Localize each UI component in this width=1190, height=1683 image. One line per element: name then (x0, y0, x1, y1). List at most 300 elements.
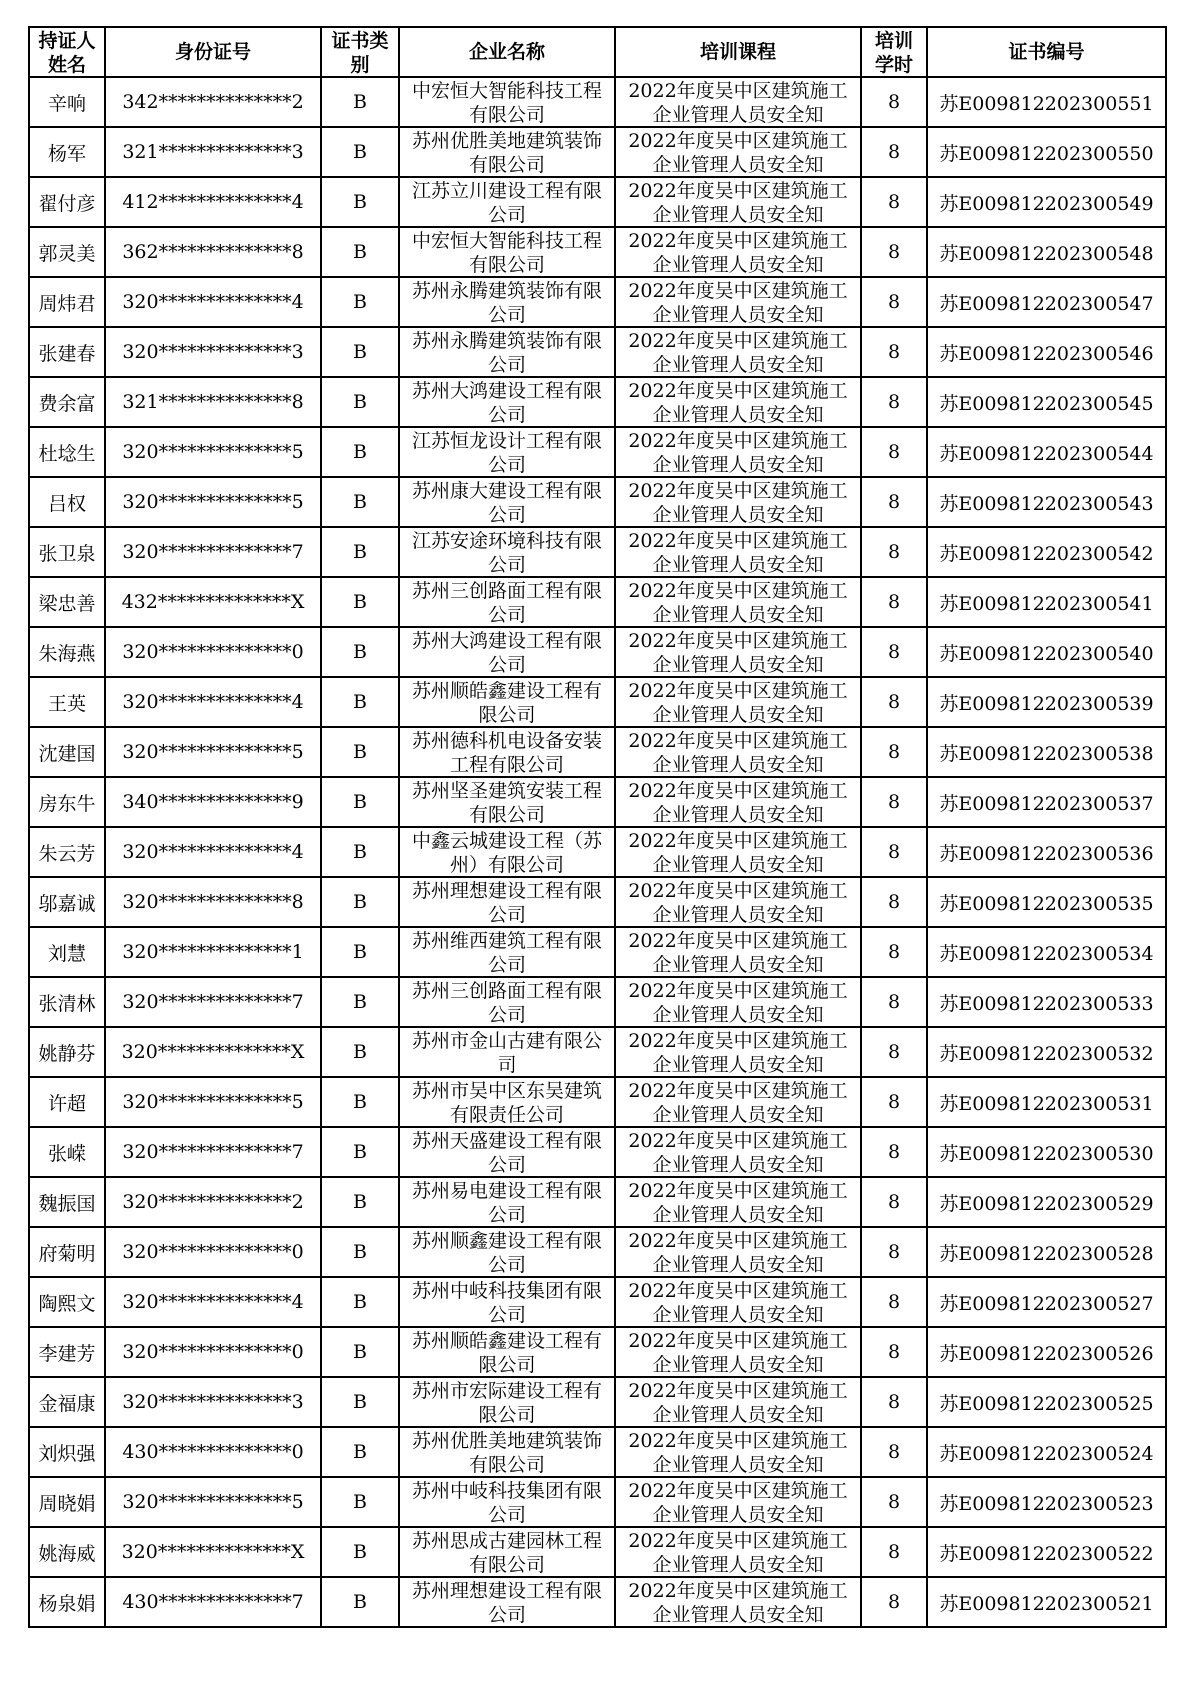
cell-company-name (399, 1027, 615, 1077)
cell-holder-name: 姚海威 (29, 1527, 105, 1577)
cell-company-name (399, 1077, 615, 1127)
cell-company-name-text: 苏州坚圣建筑安装工程有限公司 (411, 780, 602, 825)
cell-holder-name: 辛响 (29, 77, 105, 127)
cell-cert-number: 苏E009812202300536 (927, 827, 1166, 877)
cell-cert-number: 苏E009812202300530 (927, 1127, 1166, 1177)
cell-cert-type: B (321, 1477, 399, 1527)
cell-id-number: 412**************4 (105, 177, 321, 227)
cell-training-hours: 8 (861, 1227, 927, 1277)
cell-training-course (615, 777, 861, 827)
cell-cert-number: 苏E009812202300543 (927, 477, 1166, 527)
table-row (29, 777, 1166, 827)
cell-cert-number: 苏E009812202300547 (927, 277, 1166, 327)
cell-holder-name: 姚静芬 (29, 1027, 105, 1077)
cell-holder-name: 费余富 (29, 377, 105, 427)
cell-cert-type: B (321, 1177, 399, 1227)
cell-training-course-text: 2022年度吴中区建筑施工企业管理人员安全知 (628, 1480, 848, 1525)
cell-training-course (615, 1377, 861, 1427)
cell-holder-name: 翟付彦 (29, 177, 105, 227)
cell-cert-type: B (321, 977, 399, 1027)
cell-training-course-text: 2022年度吴中区建筑施工企业管理人员安全知 (628, 1230, 848, 1275)
cell-training-hours: 8 (861, 327, 927, 377)
table-row (29, 1227, 1166, 1277)
cell-training-course-text: 2022年度吴中区建筑施工企业管理人员安全知 (628, 1530, 848, 1575)
cell-cert-type: B (321, 1127, 399, 1177)
cell-training-course-text: 2022年度吴中区建筑施工企业管理人员安全知 (628, 1280, 848, 1325)
cell-company-name-text: 苏州三创路面工程有限公司 (411, 980, 602, 1025)
cell-training-hours: 8 (861, 127, 927, 177)
cell-training-course-text: 2022年度吴中区建筑施工企业管理人员安全知 (628, 1330, 848, 1375)
cell-cert-type: B (321, 1577, 399, 1627)
cell-holder-name: 刘慧 (29, 927, 105, 977)
cell-id-number: 430**************7 (105, 1577, 321, 1627)
cell-training-hours: 8 (861, 727, 927, 777)
cell-holder-name: 杨泉娟 (29, 1577, 105, 1627)
cell-training-course-text: 2022年度吴中区建筑施工企业管理人员安全知 (628, 330, 848, 375)
cell-company-name-text: 苏州维西建筑工程有限公司 (411, 930, 602, 975)
cell-training-course-text: 2022年度吴中区建筑施工企业管理人员安全知 (628, 1080, 848, 1125)
cell-cert-type: B (321, 1427, 399, 1477)
cell-holder-name: 张建春 (29, 327, 105, 377)
cell-company-name (399, 927, 615, 977)
cell-company-name (399, 277, 615, 327)
cell-company-name-text: 苏州思成古建园林工程有限公司 (411, 1530, 602, 1575)
cell-holder-name: 张嵘 (29, 1127, 105, 1177)
cell-id-number: 320**************4 (105, 677, 321, 727)
table-row (29, 1027, 1166, 1077)
cell-company-name-text: 苏州理想建设工程有限公司 (411, 880, 602, 925)
cell-holder-name: 府菊明 (29, 1227, 105, 1277)
cell-training-course-text: 2022年度吴中区建筑施工企业管理人员安全知 (628, 880, 848, 925)
cell-training-course (615, 227, 861, 277)
cell-cert-number: 苏E009812202300534 (927, 927, 1166, 977)
cell-cert-number: 苏E009812202300545 (927, 377, 1166, 427)
cell-cert-number: 苏E009812202300541 (927, 577, 1166, 627)
cell-cert-number: 苏E009812202300531 (927, 1077, 1166, 1127)
cell-id-number: 320**************0 (105, 1327, 321, 1377)
table-row (29, 477, 1166, 527)
cell-training-course-text: 2022年度吴中区建筑施工企业管理人员安全知 (628, 530, 848, 575)
cell-training-course (615, 477, 861, 527)
table-row (29, 827, 1166, 877)
cell-training-course (615, 1477, 861, 1527)
cell-cert-type: B (321, 1277, 399, 1327)
cell-company-name (399, 1427, 615, 1477)
cell-cert-type: B (321, 727, 399, 777)
table-row (29, 877, 1166, 927)
cell-company-name-text: 苏州康大建设工程有限公司 (411, 480, 602, 525)
cell-cert-type: B (321, 577, 399, 627)
cell-cert-number: 苏E009812202300535 (927, 877, 1166, 927)
cell-company-name (399, 1577, 615, 1627)
cell-holder-name: 许超 (29, 1077, 105, 1127)
cell-training-course (615, 1577, 861, 1627)
cell-id-number: 320**************0 (105, 1227, 321, 1277)
cell-company-name-text: 苏州德科机电设备安装工程有限公司 (411, 730, 602, 775)
cell-training-hours: 8 (861, 377, 927, 427)
cell-holder-name: 房东牛 (29, 777, 105, 827)
cell-cert-number: 苏E009812202300526 (927, 1327, 1166, 1377)
cell-id-number: 432**************X (105, 577, 321, 627)
cell-id-number: 320**************5 (105, 727, 321, 777)
cell-company-name (399, 1177, 615, 1227)
cell-company-name (399, 377, 615, 427)
table-row (29, 677, 1166, 727)
cell-company-name (399, 827, 615, 877)
cell-cert-number: 苏E009812202300550 (927, 127, 1166, 177)
cell-cert-type: B (321, 1327, 399, 1377)
cell-training-course (615, 177, 861, 227)
cell-training-hours: 8 (861, 827, 927, 877)
table-row (29, 1327, 1166, 1377)
cell-training-course-text: 2022年度吴中区建筑施工企业管理人员安全知 (628, 980, 848, 1025)
cell-cert-type: B (321, 1077, 399, 1127)
header-cert-type: 证书类别 (321, 27, 399, 77)
cell-training-course-text: 2022年度吴中区建筑施工企业管理人员安全知 (628, 1580, 848, 1625)
cell-training-course (615, 577, 861, 627)
cell-training-course-text: 2022年度吴中区建筑施工企业管理人员安全知 (628, 930, 848, 975)
cell-id-number: 320**************X (105, 1027, 321, 1077)
cell-cert-type: B (321, 627, 399, 677)
cell-company-name-text: 苏州顺皓鑫建设工程有限公司 (411, 680, 602, 725)
cell-training-course (615, 677, 861, 727)
cell-training-course (615, 327, 861, 377)
cell-holder-name: 杜埝生 (29, 427, 105, 477)
cell-training-course (615, 927, 861, 977)
cell-cert-number: 苏E009812202300523 (927, 1477, 1166, 1527)
table-row (29, 277, 1166, 327)
cell-training-course (615, 827, 861, 877)
cell-cert-type: B (321, 127, 399, 177)
cell-training-hours: 8 (861, 1377, 927, 1427)
cell-company-name-text: 苏州易电建设工程有限公司 (411, 1180, 602, 1225)
cell-company-name (399, 1527, 615, 1577)
cell-company-name (399, 877, 615, 927)
cell-training-hours: 8 (861, 1277, 927, 1327)
cell-id-number: 320**************X (105, 1527, 321, 1577)
cell-company-name-text: 江苏安途环境科技有限公司 (411, 530, 602, 575)
cell-company-name (399, 727, 615, 777)
cell-id-number: 320**************5 (105, 1077, 321, 1127)
cell-training-hours: 8 (861, 627, 927, 677)
cell-training-course-text: 2022年度吴中区建筑施工企业管理人员安全知 (628, 80, 848, 125)
cell-training-course-text: 2022年度吴中区建筑施工企业管理人员安全知 (628, 630, 848, 675)
cell-holder-name: 陶熙文 (29, 1277, 105, 1327)
cell-training-hours: 8 (861, 527, 927, 577)
cell-training-course (615, 127, 861, 177)
cell-company-name-text: 苏州市吴中区东吴建筑有限责任公司 (411, 1080, 602, 1125)
cell-training-hours: 8 (861, 227, 927, 277)
cell-cert-type: B (321, 177, 399, 227)
cell-training-course-text: 2022年度吴中区建筑施工企业管理人员安全知 (628, 1380, 848, 1425)
table-row (29, 1277, 1166, 1327)
cell-id-number: 320**************7 (105, 527, 321, 577)
cell-training-course-text: 2022年度吴中区建筑施工企业管理人员安全知 (628, 180, 848, 225)
cell-company-name-text: 苏州中岐科技集团有限公司 (411, 1480, 602, 1525)
table-row (29, 1577, 1166, 1627)
cell-cert-type: B (321, 777, 399, 827)
cell-cert-number: 苏E009812202300548 (927, 227, 1166, 277)
cell-cert-type: B (321, 227, 399, 277)
cell-id-number: 320**************4 (105, 1277, 321, 1327)
cell-cert-number: 苏E009812202300525 (927, 1377, 1166, 1427)
cell-training-course (615, 1227, 861, 1277)
table-row (29, 627, 1166, 677)
cell-id-number: 321**************3 (105, 127, 321, 177)
cell-training-course-text: 2022年度吴中区建筑施工企业管理人员安全知 (628, 1180, 848, 1225)
cell-cert-type: B (321, 1527, 399, 1577)
cell-holder-name: 沈建国 (29, 727, 105, 777)
cell-cert-number: 苏E009812202300529 (927, 1177, 1166, 1227)
cell-cert-number: 苏E009812202300546 (927, 327, 1166, 377)
cell-cert-number: 苏E009812202300524 (927, 1427, 1166, 1477)
cell-training-course (615, 427, 861, 477)
cell-id-number: 320**************4 (105, 827, 321, 877)
cell-company-name-text: 苏州理想建设工程有限公司 (411, 1580, 602, 1625)
cell-holder-name: 魏振国 (29, 1177, 105, 1227)
table-row (29, 127, 1166, 177)
cell-company-name (399, 1477, 615, 1527)
cell-cert-type: B (321, 377, 399, 427)
cell-cert-number: 苏E009812202300538 (927, 727, 1166, 777)
table-row (29, 377, 1166, 427)
cell-cert-number: 苏E009812202300544 (927, 427, 1166, 477)
cell-training-course (615, 277, 861, 327)
cell-holder-name: 杨军 (29, 127, 105, 177)
table-row (29, 727, 1166, 777)
cell-training-hours: 8 (861, 277, 927, 327)
cell-id-number: 342**************2 (105, 77, 321, 127)
cell-id-number: 362**************8 (105, 227, 321, 277)
table-row (29, 177, 1166, 227)
cell-cert-type: B (321, 927, 399, 977)
cell-company-name-text: 苏州中岐科技集团有限公司 (411, 1280, 602, 1325)
cell-cert-number: 苏E009812202300542 (927, 527, 1166, 577)
cell-id-number: 320**************3 (105, 327, 321, 377)
cell-training-hours: 8 (861, 1427, 927, 1477)
cell-cert-type: B (321, 527, 399, 577)
table-row (29, 427, 1166, 477)
cell-training-course (615, 1177, 861, 1227)
table-row (29, 1177, 1166, 1227)
cell-id-number: 321**************8 (105, 377, 321, 427)
table-row (29, 577, 1166, 627)
cell-company-name (399, 427, 615, 477)
cell-training-hours: 8 (861, 1077, 927, 1127)
cell-company-name (399, 1227, 615, 1277)
cell-holder-name: 郭灵美 (29, 227, 105, 277)
cell-training-hours: 8 (861, 1577, 927, 1627)
cell-training-course-text: 2022年度吴中区建筑施工企业管理人员安全知 (628, 780, 848, 825)
header-holder-name: 持证人姓名 (29, 27, 105, 77)
cell-cert-type: B (321, 1027, 399, 1077)
cell-company-name-text: 苏州市宏际建设工程有限公司 (411, 1380, 602, 1425)
cell-company-name (399, 577, 615, 627)
cell-training-hours: 8 (861, 677, 927, 727)
cell-company-name-text: 苏州优胜美地建筑装饰有限公司 (411, 1430, 602, 1475)
cell-id-number: 320**************0 (105, 627, 321, 677)
table-header-row (29, 27, 1166, 77)
cell-training-hours: 8 (861, 777, 927, 827)
header-cert-number: 证书编号 (927, 27, 1166, 77)
cell-training-course (615, 1127, 861, 1177)
cell-id-number: 320**************5 (105, 1477, 321, 1527)
table-row (29, 1527, 1166, 1577)
header-training-hours: 培训学时 (861, 27, 927, 77)
cell-holder-name: 梁忠善 (29, 577, 105, 627)
cell-training-course-text: 2022年度吴中区建筑施工企业管理人员安全知 (628, 680, 848, 725)
cell-training-course (615, 877, 861, 927)
cell-training-course (615, 1077, 861, 1127)
table-row (29, 527, 1166, 577)
cell-id-number: 320**************7 (105, 977, 321, 1027)
cell-training-course (615, 77, 861, 127)
certificate-roster-table (28, 26, 1167, 1628)
cell-company-name-text: 江苏立川建设工程有限公司 (411, 180, 602, 225)
cell-company-name-text: 中宏恒大智能科技工程有限公司 (411, 230, 602, 275)
cell-training-course (615, 977, 861, 1027)
cell-cert-type: B (321, 677, 399, 727)
cell-cert-type: B (321, 277, 399, 327)
cell-cert-number: 苏E009812202300532 (927, 1027, 1166, 1077)
cell-company-name (399, 627, 615, 677)
cell-training-hours: 8 (861, 927, 927, 977)
cell-id-number: 320**************3 (105, 1377, 321, 1427)
cell-training-course (615, 1277, 861, 1327)
table-row (29, 1477, 1166, 1527)
cell-training-hours: 8 (861, 427, 927, 477)
cell-company-name-text: 苏州永腾建筑装饰有限公司 (411, 280, 602, 325)
cell-training-hours: 8 (861, 477, 927, 527)
cell-id-number: 320**************2 (105, 1177, 321, 1227)
cell-id-number: 320**************5 (105, 427, 321, 477)
cell-cert-type: B (321, 1377, 399, 1427)
cell-company-name-text: 苏州顺鑫建设工程有限公司 (411, 1230, 602, 1275)
cell-cert-type: B (321, 827, 399, 877)
cell-company-name-text: 苏州市金山古建有限公司 (411, 1030, 602, 1075)
cell-training-hours: 8 (861, 577, 927, 627)
cell-training-course (615, 1027, 861, 1077)
cell-company-name-text: 苏州三创路面工程有限公司 (411, 580, 602, 625)
cell-training-hours: 8 (861, 1477, 927, 1527)
cell-holder-name: 吕权 (29, 477, 105, 527)
cell-company-name (399, 177, 615, 227)
cell-company-name (399, 127, 615, 177)
cell-training-course (615, 1327, 861, 1377)
cell-training-hours: 8 (861, 1177, 927, 1227)
cell-company-name-text: 苏州优胜美地建筑装饰有限公司 (411, 130, 602, 175)
cell-holder-name: 周炜君 (29, 277, 105, 327)
cell-company-name-text: 苏州顺皓鑫建设工程有限公司 (411, 1330, 602, 1375)
cell-holder-name: 王英 (29, 677, 105, 727)
cell-training-course (615, 1427, 861, 1477)
cell-id-number: 320**************8 (105, 877, 321, 927)
cell-holder-name: 金福康 (29, 1377, 105, 1427)
cell-id-number: 430**************0 (105, 1427, 321, 1477)
cell-holder-name: 刘炽强 (29, 1427, 105, 1477)
cell-training-course-text: 2022年度吴中区建筑施工企业管理人员安全知 (628, 1030, 848, 1075)
cell-id-number: 320**************7 (105, 1127, 321, 1177)
cell-company-name-text: 苏州天盛建设工程有限公司 (411, 1130, 602, 1175)
cell-cert-type: B (321, 1227, 399, 1277)
table-row (29, 927, 1166, 977)
cell-holder-name: 张清林 (29, 977, 105, 1027)
cell-training-course-text: 2022年度吴中区建筑施工企业管理人员安全知 (628, 1430, 848, 1475)
table-row (29, 327, 1166, 377)
cell-training-course-text: 2022年度吴中区建筑施工企业管理人员安全知 (628, 280, 848, 325)
cell-company-name (399, 1327, 615, 1377)
cell-cert-type: B (321, 327, 399, 377)
cell-cert-number: 苏E009812202300528 (927, 1227, 1166, 1277)
cell-id-number: 320**************5 (105, 477, 321, 527)
cell-cert-type: B (321, 877, 399, 927)
cell-training-hours: 8 (861, 1327, 927, 1377)
cell-cert-number: 苏E009812202300539 (927, 677, 1166, 727)
header-company-name: 企业名称 (399, 27, 615, 77)
table-row (29, 1377, 1166, 1427)
cell-id-number: 340**************9 (105, 777, 321, 827)
cell-training-hours: 8 (861, 977, 927, 1027)
cell-holder-name: 朱海燕 (29, 627, 105, 677)
cell-training-hours: 8 (861, 877, 927, 927)
cell-training-course-text: 2022年度吴中区建筑施工企业管理人员安全知 (628, 580, 848, 625)
cell-training-course (615, 627, 861, 677)
cell-company-name (399, 1377, 615, 1427)
cell-company-name (399, 327, 615, 377)
cell-company-name (399, 477, 615, 527)
cell-company-name (399, 1277, 615, 1327)
cell-company-name (399, 677, 615, 727)
table-row (29, 1077, 1166, 1127)
cell-training-course-text: 2022年度吴中区建筑施工企业管理人员安全知 (628, 230, 848, 275)
cell-cert-type: B (321, 477, 399, 527)
cell-training-course (615, 1527, 861, 1577)
cell-training-course-text: 2022年度吴中区建筑施工企业管理人员安全知 (628, 380, 848, 425)
cell-training-hours: 8 (861, 77, 927, 127)
cell-holder-name: 李建芳 (29, 1327, 105, 1377)
cell-training-course (615, 727, 861, 777)
cell-id-number: 320**************1 (105, 927, 321, 977)
cell-company-name-text: 江苏恒龙设计工程有限公司 (411, 430, 602, 475)
table-row (29, 77, 1166, 127)
cell-cert-number: 苏E009812202300522 (927, 1527, 1166, 1577)
cell-training-course (615, 527, 861, 577)
cell-training-hours: 8 (861, 1127, 927, 1177)
cell-cert-number: 苏E009812202300551 (927, 77, 1166, 127)
cell-training-hours: 8 (861, 1527, 927, 1577)
cell-training-hours: 8 (861, 1027, 927, 1077)
cell-company-name-text: 中宏恒大智能科技工程有限公司 (411, 80, 602, 125)
cell-cert-type: B (321, 77, 399, 127)
cell-training-course-text: 2022年度吴中区建筑施工企业管理人员安全知 (628, 830, 848, 875)
cell-company-name (399, 227, 615, 277)
cell-cert-number: 苏E009812202300540 (927, 627, 1166, 677)
header-id-number: 身份证号 (105, 27, 321, 77)
cell-cert-number: 苏E009812202300521 (927, 1577, 1166, 1627)
cell-training-course-text: 2022年度吴中区建筑施工企业管理人员安全知 (628, 1130, 848, 1175)
cell-training-course-text: 2022年度吴中区建筑施工企业管理人员安全知 (628, 730, 848, 775)
table-row (29, 977, 1166, 1027)
cell-holder-name: 周晓娟 (29, 1477, 105, 1527)
cell-cert-number: 苏E009812202300537 (927, 777, 1166, 827)
cell-company-name-text: 苏州永腾建筑装饰有限公司 (411, 330, 602, 375)
cell-company-name-text: 中鑫云城建设工程（苏州）有限公司 (411, 830, 602, 875)
cell-company-name (399, 77, 615, 127)
table-row (29, 227, 1166, 277)
cell-holder-name: 朱云芳 (29, 827, 105, 877)
cell-cert-number: 苏E009812202300533 (927, 977, 1166, 1027)
cell-company-name (399, 777, 615, 827)
